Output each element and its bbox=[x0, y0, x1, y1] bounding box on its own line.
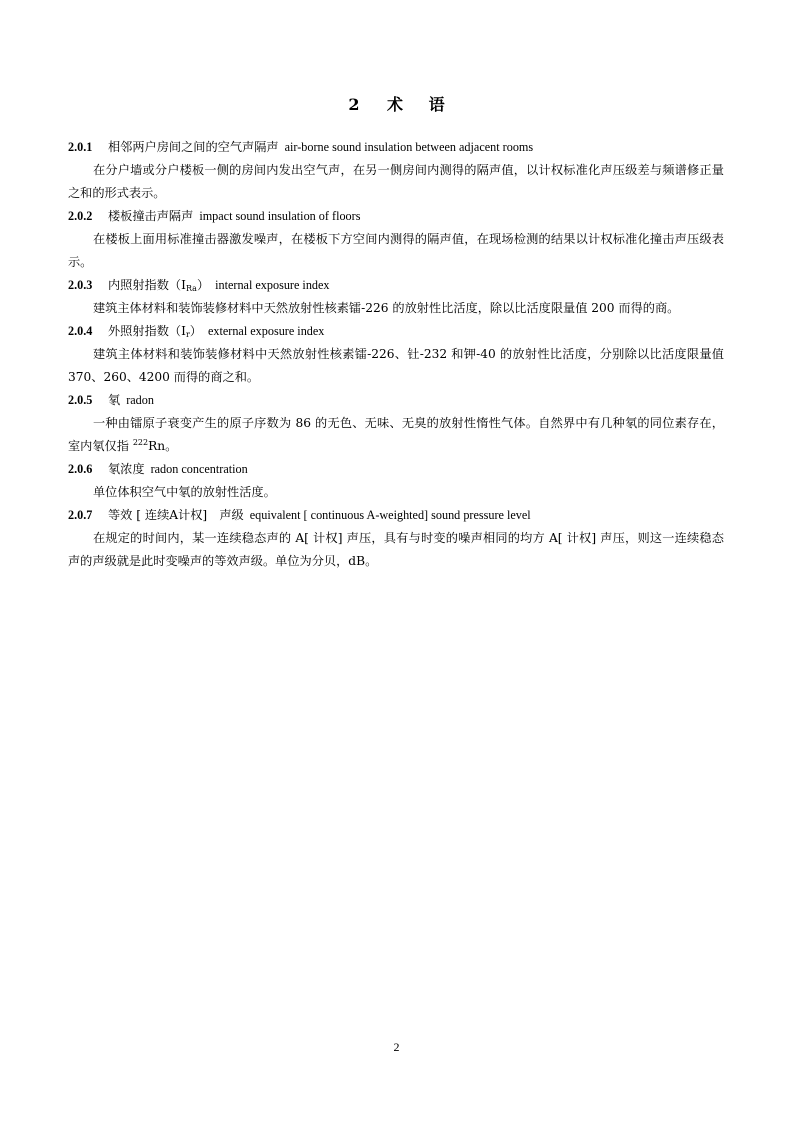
term-heading-2-0-6 bbox=[68, 458, 724, 481]
term-chinese-prefix: 内照射指数（I bbox=[108, 278, 186, 292]
term-number: 2.0.5 bbox=[68, 393, 93, 407]
term-chinese-name: 楼板撞击声隔声 bbox=[108, 209, 194, 223]
term-subscript: r bbox=[185, 330, 190, 339]
term-definition-2-0-1: 在分户墙或分户楼板一侧的房间内发出空气声，在另一侧房间内测得的隔声值，以计权标准化声压级差与频谱修正量之和的形式表示。 bbox=[68, 163, 724, 200]
term-english-name: air-borne sound insulation between adjacent rooms bbox=[284, 140, 534, 154]
definition-prefix: 一种由镭原子衰变产生的原子序数为 86 的无色、无味、无臭的放射性惰性气体。自然界中有几种氡的同位素存在，室内氡仅指 bbox=[68, 416, 724, 453]
term-chinese-name bbox=[108, 324, 202, 338]
term-number: 2.0.7 bbox=[68, 508, 93, 522]
term-heading-2-0-3 bbox=[68, 274, 724, 297]
term-chinese-name: 氡浓度 bbox=[108, 462, 145, 476]
term-heading-2-0-4 bbox=[68, 320, 724, 343]
term-chinese-suffix: ） bbox=[189, 324, 202, 338]
term-english-name: internal exposure index bbox=[215, 278, 330, 292]
isotope-superscript: 222 bbox=[132, 438, 149, 447]
term-number: 2.0.1 bbox=[68, 140, 93, 154]
term-number: 2.0.2 bbox=[68, 209, 93, 223]
term-english-name: equivalent [ continuous A-weighted] sound pressure level bbox=[249, 508, 531, 522]
term-heading-2-0-7 bbox=[68, 504, 724, 527]
term-english-name: impact sound insulation of floors bbox=[199, 209, 361, 223]
term-chinese-suffix: ） bbox=[196, 278, 210, 292]
term-definition-2-0-5 bbox=[68, 412, 724, 458]
terms-list bbox=[68, 136, 724, 573]
chapter-title bbox=[0, 92, 793, 115]
term-chinese-name bbox=[108, 278, 209, 292]
term-english-name: radon bbox=[126, 393, 154, 407]
definition-suffix: Rn。 bbox=[148, 439, 178, 453]
term-english-name: external exposure index bbox=[207, 324, 325, 338]
page-number: 2 bbox=[393, 1040, 400, 1054]
chapter-title-char-1: 术 bbox=[387, 95, 404, 114]
term-definition-2-0-2: 在楼板上面用标准撞击器激发噪声，在楼板下方空间内测得的隔声值，在现场检测的结果以计权标准化撞击声压级表示。 bbox=[68, 232, 724, 269]
term-number: 2.0.4 bbox=[68, 324, 93, 338]
term-heading-2-0-2 bbox=[68, 205, 724, 228]
term-subscript: Ra bbox=[185, 284, 197, 293]
term-chinese-name: 相邻两户房间之间的空气声隔声 bbox=[108, 140, 279, 154]
chapter-title-char-2: 语 bbox=[428, 95, 445, 114]
term-number: 2.0.6 bbox=[68, 462, 93, 476]
term-number: 2.0.3 bbox=[68, 278, 93, 292]
term-definition-2-0-7: 在规定的时间内，某一连续稳态声的 A[ 计权] 声压，具有与时变的噪声相同的均方 A[ 计权] 声压，则这一连续稳态声的声级就是此时变噪声的等效声级。单位为分贝，dB。 bbox=[68, 531, 724, 568]
term-heading-2-0-1 bbox=[68, 136, 724, 159]
term-heading-2-0-5 bbox=[68, 389, 724, 412]
term-english-name: radon concentration bbox=[150, 462, 248, 476]
term-definition-2-0-6: 单位体积空气中氡的放射性活度。 bbox=[93, 485, 276, 499]
term-definition-2-0-3: 建筑主体材料和装饰装修材料中天然放射性核素镭-226 的放射性比活度，除以比活度限量值 200 而得的商。 bbox=[93, 301, 680, 315]
term-definition-2-0-4: 建筑主体材料和装饰装修材料中天然放射性核素镭-226、钍-232 和钾-40 的放射性比活度，分别除以比活度限量值 370、260、4200 而得的商之和。 bbox=[68, 347, 724, 384]
term-chinese-prefix: 外照射指数（I bbox=[108, 324, 186, 338]
term-chinese-name: 等效 [ 连续A计权] 声级 bbox=[108, 508, 244, 522]
chapter-number: 2 bbox=[348, 95, 360, 114]
term-chinese-name: 氡 bbox=[108, 393, 121, 407]
